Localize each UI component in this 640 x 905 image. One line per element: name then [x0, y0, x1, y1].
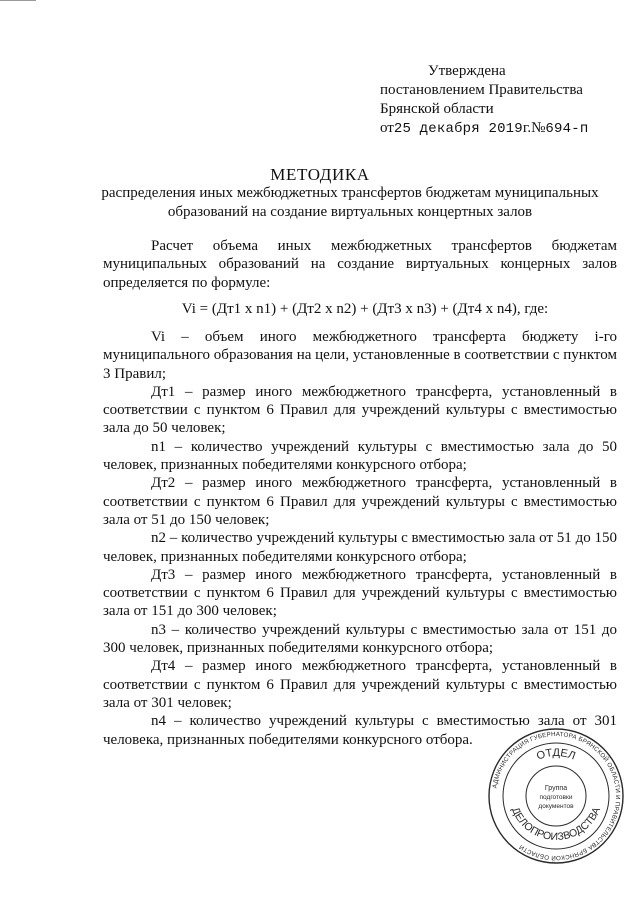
definition-item: n3 – количество учреждений культуры с вместимостью зала от 151 до 300 человек, признанных победителями конкурсного отбора; [103, 621, 617, 657]
approval-block [380, 62, 620, 139]
intro-paragraph [103, 237, 617, 292]
official-stamp [487, 727, 625, 865]
document-title: МЕТОДИКА [270, 165, 370, 184]
approval-number: 694-п [545, 121, 589, 137]
stamp-center-line-1: Группа [544, 785, 568, 792]
approval-date-prefix: от [380, 120, 394, 136]
stamp-outer-text: АДМИНИСТРАЦИЯ ГУБЕРНАТОРА БРЯНСКОЙ ОБЛАСТИ И ПРАВИТЕЛЬСТВА БРЯНСКОЙ ОБЛАСТИ [491, 730, 622, 862]
definition-item: Vi – объем иного межбюджетного трансферта бюджету i-го муниципального образования на цели, установленные в соответствии с пунктом 3 Правил; [103, 329, 617, 382]
intro-text: Расчет объема иных межбюджетных трансфертов бюджетам муниципальных образований на создание виртуальных концерных залов определяется по формуле: [103, 238, 617, 291]
definition-item: Дт3 – размер иного межбюджетного трансферта, установленный в соответствии с пунктом 6 Правил для учреждений культуры с вместимостью зала от 151 до 300 человек; [103, 566, 617, 620]
approval-line-2: постановлением Правительства [380, 82, 583, 98]
approval-line-1: Утверждена [428, 63, 506, 79]
approval-date: 25 декабря 2019 [393, 121, 523, 137]
stamp-ring-top: ОТДЕЛ [535, 746, 578, 763]
document-subtitle: распределения иных межбюджетных трансфертов бюджетам муниципальных образований на создание виртуальных концертных залов [101, 185, 599, 220]
approval-date-line [380, 119, 620, 139]
stamp-center-line-3: документов [538, 803, 574, 810]
stamp-graphic [487, 727, 625, 865]
approval-number-prefix: г.№ [522, 120, 546, 136]
definition-item: n1 – количество учреждений культуры с вместимостью зала до 50 человек, признанных победителями конкурсного отбора; [103, 438, 617, 474]
definition-item: Дт2 – размер иного межбюджетного трансферта, установленный в соответствии с пунктом 6 Правил для учреждений культуры с вместимостью зала от 51 до 150 человек; [103, 475, 617, 528]
stamp-center-line-2: подготовки [539, 794, 573, 801]
definition-item: Дт1 – размер иного межбюджетного трансферта, установленный в соответствии с пунктом 6 Правил для учреждений культуры с вместимостью зала до 50 человек; [103, 383, 617, 437]
definition-item: n4 – количество учреждений культуры с вместимостью зала от 301 человека, признанных победителями конкурсного отбора. [103, 713, 617, 748]
scan-corner-mark [0, 0, 36, 5]
definition-item: n2 – количество учреждений культуры с вместимостью зала от 51 до 150 человек, признанных победителями конкурсного отбора; [103, 530, 617, 565]
definition-item: Дт4 – размер иного межбюджетного трансферта, установленный в соответствии с пунктом 6 Правил для учреждений культуры с вместимостью зала от 301 человек; [103, 658, 617, 711]
definitions-list [103, 328, 617, 749]
stamp-ring-bottom: ДЕЛОПРОИЗВОДСТВА [508, 805, 604, 844]
approval-line-3: Брянской области [380, 101, 494, 117]
formula: Vi = (Дт1 x n1) + (Дт2 x n2) + (Дт3 x n3) + (Дт4 x n4), где: [181, 301, 549, 317]
